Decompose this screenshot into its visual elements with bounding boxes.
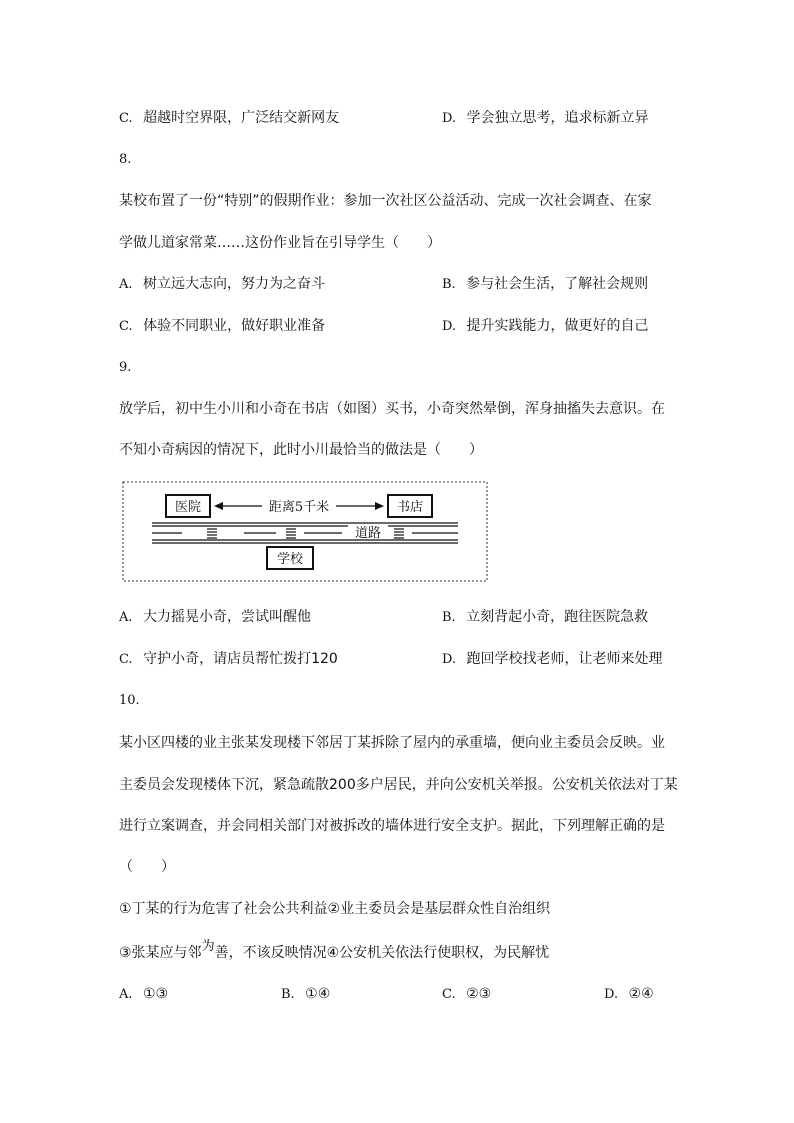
option-text: 立刻背起小奇，跑往医院急救 — [466, 609, 649, 625]
q10-statement-line-2 — [119, 939, 550, 963]
option-label: A. — [119, 277, 133, 292]
q8-option-d — [442, 317, 649, 336]
option-label: B. — [281, 987, 295, 1002]
q9-map-figure — [122, 481, 488, 582]
q9-option-d — [442, 650, 663, 669]
statement-superscript: 为 — [201, 939, 215, 954]
option-label: A. — [119, 987, 133, 1002]
q10-stem-line-1: 某小区四楼的业主张某发现楼下邻居丁某拆除了屋内的承重墙，便向业主委员会反映。业 — [119, 735, 665, 751]
q7-option-d — [442, 109, 649, 128]
crosswalk-icon — [207, 529, 217, 538]
q9-stem-line-1: 放学后，初中生小川和小奇在书店（如图）买书，小奇突然晕倒，浑身抽搐失去意识。在 — [119, 401, 665, 417]
statement-text: 善，不该反映情况④公安机关依法行使职权，为民解忧 — [214, 945, 550, 961]
option-label: C. — [119, 319, 133, 334]
option-text: 学会独立思考，追求标新立异 — [466, 110, 649, 126]
q8-option-c — [119, 317, 325, 336]
option-label: B. — [442, 610, 456, 625]
option-label: B. — [442, 277, 456, 292]
q10-stem-line-2: 主委员会发现楼体下沉，紧急疏散200多户居民，并向公安机关举报。公安机关依法对丁某 — [119, 777, 678, 793]
q9-stem-line-2: 不知小奇病因的情况下，此时小川最恰当的做法是（ ） — [119, 442, 483, 458]
option-label: C. — [442, 987, 456, 1002]
q9-option-b — [442, 608, 648, 627]
option-text: 守护小奇，请店员帮忙拨打120 — [143, 651, 338, 667]
map-diagram — [122, 481, 488, 582]
option-text: ①④ — [305, 986, 331, 1002]
option-label: D. — [442, 652, 457, 667]
option-text: 体验不同职业，做好职业准备 — [143, 318, 326, 334]
q10-option-b — [281, 985, 330, 1004]
option-label: D. — [442, 319, 457, 334]
option-text: 超越时空界限，广泛结交新网友 — [143, 110, 340, 126]
option-label: A. — [119, 610, 133, 625]
q10-stem-line-3: 进行立案调查，并会同相关部门对被拆改的墙体进行安全支护。据此，下列理解正确的是 — [119, 818, 665, 834]
q9-option-c — [119, 650, 338, 669]
arrowhead-left-icon — [214, 502, 223, 510]
option-label: C. — [119, 652, 133, 667]
option-text: ②③ — [466, 986, 492, 1002]
hospital-label: 医院 — [174, 500, 202, 515]
q8-stem-line-1: 某校布置了一份“特别”的假期作业：参加一次社区公益活动、完成一次社会调查、在家 — [119, 193, 652, 209]
q8-option-b — [442, 275, 648, 294]
q10-number: 10. — [119, 693, 140, 708]
crosswalk-icon — [286, 529, 296, 538]
option-label: C. — [119, 111, 133, 126]
option-text: 提升实践能力，做更好的自己 — [466, 318, 649, 334]
q8-number: 8. — [119, 152, 132, 167]
q10-option-a — [119, 985, 168, 1004]
q10-option-c — [442, 985, 491, 1004]
arrowhead-right-icon — [375, 502, 384, 510]
distance-label: 距离5千米 — [268, 500, 330, 515]
option-label: D. — [442, 111, 457, 126]
q8-option-a — [119, 275, 325, 294]
option-text: 大力摇晃小奇，尝试叫醒他 — [142, 609, 311, 625]
crosswalk-icon — [394, 529, 404, 538]
q9-option-a — [119, 608, 311, 627]
school-label: 学校 — [276, 552, 304, 567]
option-text: ①③ — [142, 986, 169, 1002]
q9-number: 9. — [119, 360, 132, 375]
option-label: D. — [604, 987, 619, 1002]
q10-option-d — [604, 985, 654, 1004]
option-text: 跑回学校找老师，让老师来处理 — [466, 651, 663, 667]
q8-stem-line-2: 学做儿道家常菜……这份作业旨在引导学生（ ） — [119, 235, 441, 251]
option-text: 树立远大志向，努力为之奋斗 — [142, 276, 325, 292]
option-text: ②④ — [628, 986, 654, 1002]
statement-text: ③张某应与邻 — [119, 945, 202, 961]
option-text: 参与社会生活，了解社会规则 — [466, 276, 649, 292]
q10-stem-line-4: （ ） — [119, 859, 175, 875]
q7-option-c — [119, 109, 339, 128]
bookstore-label: 书店 — [396, 500, 424, 515]
q10-statement-line-1: ①丁某的行为危害了社会公共利益②业主委员会是基层群众性自治组织 — [119, 901, 551, 917]
road-label: 道路 — [354, 526, 382, 541]
